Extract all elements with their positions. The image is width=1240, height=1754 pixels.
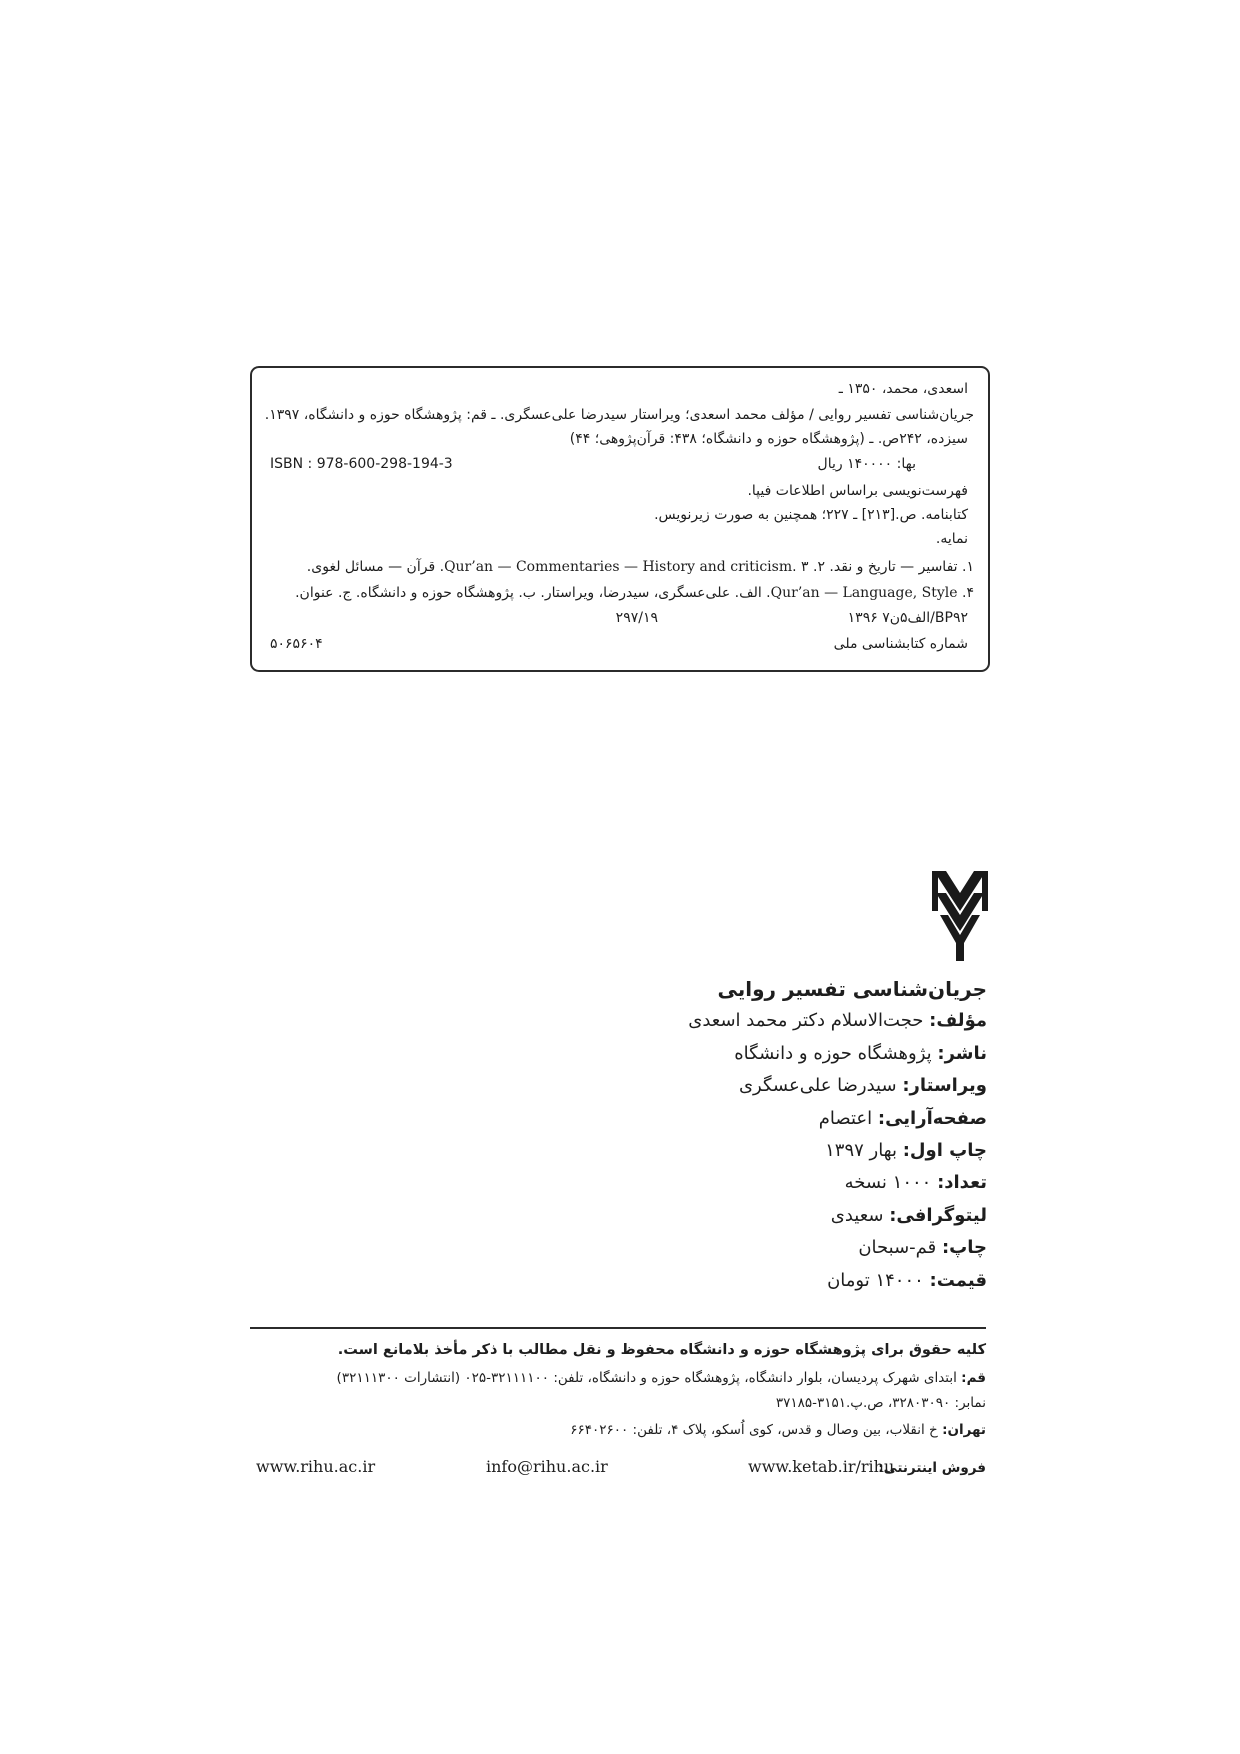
colophon-lithography	[831, 1203, 987, 1229]
cip-note-index: نمایه.	[935, 531, 968, 547]
cip-isbn: ISBN : 978-600-298-194-3	[270, 456, 453, 472]
cip-subjects-1	[307, 557, 974, 577]
cip-subject2-post: . الف. علی‌عسگری، سیدرضا، ویراستار. ب. پژوهشگاه حوزه و دانشگاه. ج. عنوان.	[295, 585, 771, 601]
website-link[interactable]: www.rihu.ac.ir	[256, 1457, 376, 1476]
address-tehran-label: تهران:	[942, 1422, 986, 1438]
colophon-price-value: ۱۴۰۰۰ تومان	[827, 1270, 924, 1291]
colophon-price	[827, 1268, 987, 1294]
cip-title-statement: جریان‌شناسی تفسیر روایی / مؤلف محمد اسعدی؛ ویراستار سیدرضا علی‌عسگری. ـ قم: پژوهشگاه حوزه و دانشگاه، ۱۳۹۷.	[264, 407, 974, 423]
cip-note-bibliography: کتابنامه. ص.[۲۱۳] ـ ۲۲۷؛ همچنین به صورت زیرنویس.	[654, 507, 968, 523]
cip-subject1-en: Qur’an — Commentaries — History and criticism	[444, 559, 793, 575]
colophon-editor	[739, 1073, 987, 1099]
colophon-layout-label: صفحه‌آرایی:	[877, 1108, 987, 1129]
colophon-lithography-value: سعیدی	[830, 1205, 884, 1226]
colophon-editor-label: ویراستار:	[902, 1075, 987, 1096]
colophon-author-value: حجت‌الاسلام دکتر محمد اسعدی	[688, 1010, 924, 1031]
fax-po-box: نمابر: ۳۲۸۰۳۰۹۰، ص.پ.۳۱۵۱-۳۷۱۸۵	[775, 1395, 986, 1411]
footer-divider	[250, 1327, 986, 1329]
colophon-lithography-label: لیتوگرافی:	[889, 1205, 987, 1226]
address-qom	[337, 1368, 986, 1388]
colophon-count-value: ۱۰۰۰ نسخه	[844, 1172, 932, 1193]
colophon-print	[858, 1235, 987, 1261]
colophon-editor-value: سیدرضا علی‌عسگری	[738, 1075, 897, 1096]
colophon-publisher-label: ناشر:	[937, 1043, 987, 1064]
address-qom-label: قم:	[961, 1370, 986, 1386]
colophon-layout-value: اعتصام	[818, 1108, 873, 1129]
cip-subject2-pre: ۴.	[962, 585, 974, 601]
cip-class-lc: BP۹۲/الف۵ن۷ ۱۳۹۶	[847, 610, 968, 626]
cip-note-fipa: فهرست‌نویسی براساس اطلاعات فیپا.	[747, 483, 968, 499]
online-sales-url[interactable]: www.ketab.ir/rihu	[748, 1457, 895, 1476]
cip-class-dewey: ۲۹۷/۱۹	[615, 610, 658, 626]
colophon-edition-label: چاپ اول:	[902, 1140, 987, 1161]
cip-author: اسعدی، محمد، ۱۳۵۰ ـ	[838, 381, 968, 397]
email-link[interactable]: info@rihu.ac.ir	[486, 1457, 608, 1476]
cip-natlib-number: ۵۰۶۵۶۰۴	[270, 636, 323, 652]
rights-notice: کلیه حقوق برای پژوهشگاه حوزه و دانشگاه محفوظ و نقل مطالب با ذکر مأخذ بلامانع است.	[337, 1342, 986, 1358]
cip-subject1-pre: ۱. تفاسیر — تاریخ و نقد. ۲.	[813, 559, 974, 575]
online-sales-label-text: فروش اینترنتی:	[878, 1460, 986, 1476]
colophon-author	[688, 1008, 987, 1034]
colophon-edition-value: بهار ۱۳۹۷	[825, 1140, 897, 1161]
colophon-layout	[819, 1106, 987, 1132]
cip-price: بها: ۱۴۰۰۰۰ ریال	[817, 456, 916, 472]
colophon-price-label: قیمت:	[929, 1270, 987, 1291]
address-qom-text: ابتدای شهرک پردیسان، بلوار دانشگاه، پژوهشگاه حوزه و دانشگاه، تلفن: ۳۲۱۱۱۱۰۰-۰۲۵ (انتشارات ۳۲۱۱۱۳۰۰)	[336, 1370, 957, 1386]
cip-subject1-post: . ۳. قرآن — مسائل لغوی.	[306, 559, 809, 575]
cip-physical: سیزده، ۲۴۲ص. ـ (پژوهشگاه حوزه و دانشگاه؛ ۴۳۸: قرآن‌پژوهی؛ ۴۴)	[569, 431, 968, 447]
colophon-author-label: مؤلف:	[929, 1010, 987, 1031]
colophon-count	[845, 1170, 987, 1196]
cip-box	[250, 366, 990, 672]
colophon-count-label: تعداد:	[937, 1172, 987, 1193]
colophon-print-value: قم-سبحان	[858, 1237, 937, 1258]
address-tehran	[570, 1420, 986, 1440]
cip-subjects-2	[295, 583, 974, 603]
colophon-publisher-value: پژوهشگاه حوزه و دانشگاه	[734, 1043, 932, 1064]
colophon-print-label: چاپ:	[941, 1237, 987, 1258]
cip-subject2-en: Qur’an — Language, Style	[770, 585, 958, 601]
colophon-publisher	[734, 1041, 987, 1067]
online-sales-label	[878, 1458, 986, 1478]
address-tehran-text: خ انقلاب، بین وصال و قدس، کوی اُسکو، پلاک ۴، تلفن: ۶۶۴۰۲۶۰۰	[570, 1422, 938, 1438]
colophon-edition	[825, 1138, 987, 1164]
cip-natlib-label: شماره کتابشناسی ملی	[833, 636, 968, 652]
book-title: جریان‌شناسی تفسیر روایی	[717, 977, 987, 1001]
rihu-logo-icon	[930, 863, 990, 963]
